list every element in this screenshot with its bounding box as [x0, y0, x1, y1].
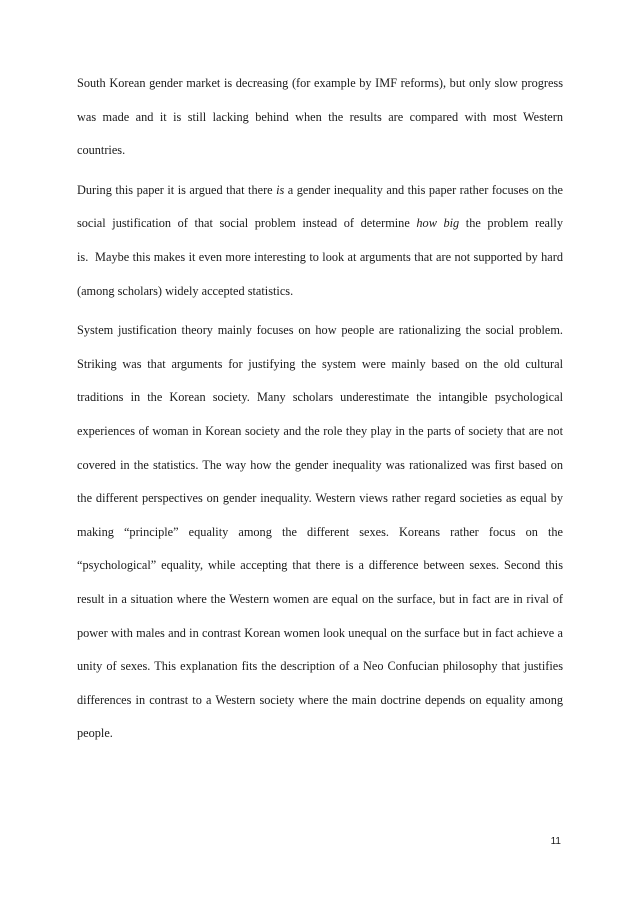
- paragraph-3: [77, 314, 563, 751]
- paragraph-3-text: System justification theory mainly focuses on how people are rationalizing the social problem. Striking was that arguments for justifying the system were mainly based on the old cultural traditions in the Korean society. Many scholars underestimate the intangible psychological experiences of woman in Korean society and the role they play in the parts of society that are not covered in the statistics. The way how the gender inequality was rationalized was first based on the different perspectives on gender inequality. Western views rather regard societies as equal by making “principle” equality among the different sexes. Koreans rather focus on the “psychological” equality, while accepting that there is a difference between sexes. Second this result in a situation where the Western women are equal on the surface, but in fact are in rival of power with males and in contrast Korean women look unequal on the surface but in fact achieve a unity of sexes. This explanation fits the description of a Neo Confucian philosophy that justifies differences in contrast to a Western society where the main doctrine depends on equality among people.: [77, 323, 563, 741]
- paragraph-2-text-c: the problem really is. Maybe this makes it even more interesting to look at arguments that are not supported by hard (among scholars) widely accepted statistics.: [77, 216, 563, 298]
- paragraph-2-text-b: a gender inequality and this paper rather focuses on the social justification of that social problem instead of determine: [77, 182, 563, 231]
- emphasis-is: is: [276, 182, 285, 197]
- paragraph-1: [77, 67, 563, 168]
- paragraph-2: [77, 174, 563, 308]
- paragraph-2-text-a: During this paper it is argued that there: [77, 182, 277, 197]
- body-text: [77, 67, 563, 757]
- paragraph-1-text: South Korean gender market is decreasing (for example by IMF reforms), but only slow progress was made and it is still lacking behind when the results are compared with most Western countries.: [77, 76, 563, 158]
- page-number: 11: [550, 836, 561, 847]
- emphasis-how-big: how big: [416, 216, 460, 231]
